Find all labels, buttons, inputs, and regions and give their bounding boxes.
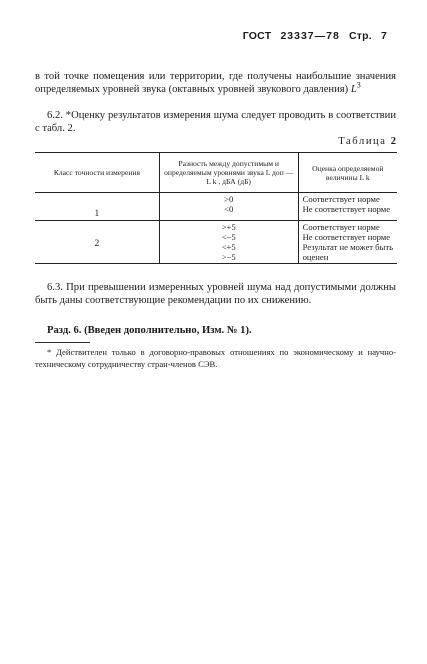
standard-prefix: ГОСТ (242, 30, 272, 42)
table-caption-number: 2 (390, 136, 396, 147)
standard-number: 23337—78 (280, 30, 340, 42)
difference-value: >0 (224, 194, 234, 204)
assessment-cell (298, 193, 397, 221)
assessment-table (35, 152, 397, 264)
amendment-note: Разд. 6. (Введен дополнительно, Изм. № 1). (47, 325, 252, 336)
table-caption (338, 136, 396, 147)
difference-cell (159, 221, 298, 264)
difference-value: <−5 (221, 232, 236, 242)
table-caption-word: Таблица (338, 136, 387, 147)
assessment-value: Результат не может быть (302, 242, 393, 252)
footnote: * Действителен только в договорно-правовых отношениях по экономическому и научно-техническому сотрудничеству стран-членов СЭВ. (35, 347, 396, 369)
paragraph-text: в той точке помещения или территории, где получены наибольшие значения определяемых уровней звука (октавных уровней звукового давления) (35, 71, 396, 95)
footnote-marker: 3 (356, 80, 361, 90)
level-symbol: L (350, 84, 357, 95)
accuracy-class-cell: 1 (35, 193, 159, 221)
assessment-value: Соответствует норме (302, 222, 380, 232)
assessment-value: Не соответствует норме (302, 204, 391, 214)
accuracy-class-cell: 2 (35, 221, 159, 264)
assessment-value: Соответствует норме (302, 194, 380, 204)
table-group-class-2 (35, 221, 397, 264)
difference-value: <+5 (221, 242, 236, 252)
difference-value: <0 (224, 204, 234, 214)
paragraph-6-2: 6.2. *Оценку результатов измерения шума следует проводить в соответствии с табл. 2. (35, 110, 396, 134)
footnote-divider (35, 342, 90, 343)
assessment-value: оценен (302, 252, 329, 262)
header-accuracy-class: Класс точности измерения (35, 153, 159, 193)
table-group-class-1 (35, 193, 397, 221)
assessment-value: Не соответствует норме (302, 232, 391, 242)
difference-value: >+5 (221, 222, 236, 232)
table-row (35, 193, 397, 221)
difference-value: >−5 (221, 252, 236, 262)
paragraph-6-3: 6.3. При превышении измеренных уровней шума над допустимыми должны быть даны соответствующие рекомендации по их снижению. (35, 282, 396, 306)
difference-cell (159, 193, 298, 221)
header-level-difference: Разность между допустимым и определяемым уровнями звука L доп — L k , дБА (дБ) (159, 153, 298, 193)
paragraph-continuation (35, 70, 396, 96)
page-number: 7 (380, 30, 387, 42)
header-assessment: Оценка определяемой величины L k (298, 153, 397, 193)
page-header (243, 30, 387, 42)
page-label: Стр. (348, 30, 372, 42)
table-row (35, 221, 397, 264)
table-header-row (35, 153, 397, 193)
assessment-cell (298, 221, 397, 264)
